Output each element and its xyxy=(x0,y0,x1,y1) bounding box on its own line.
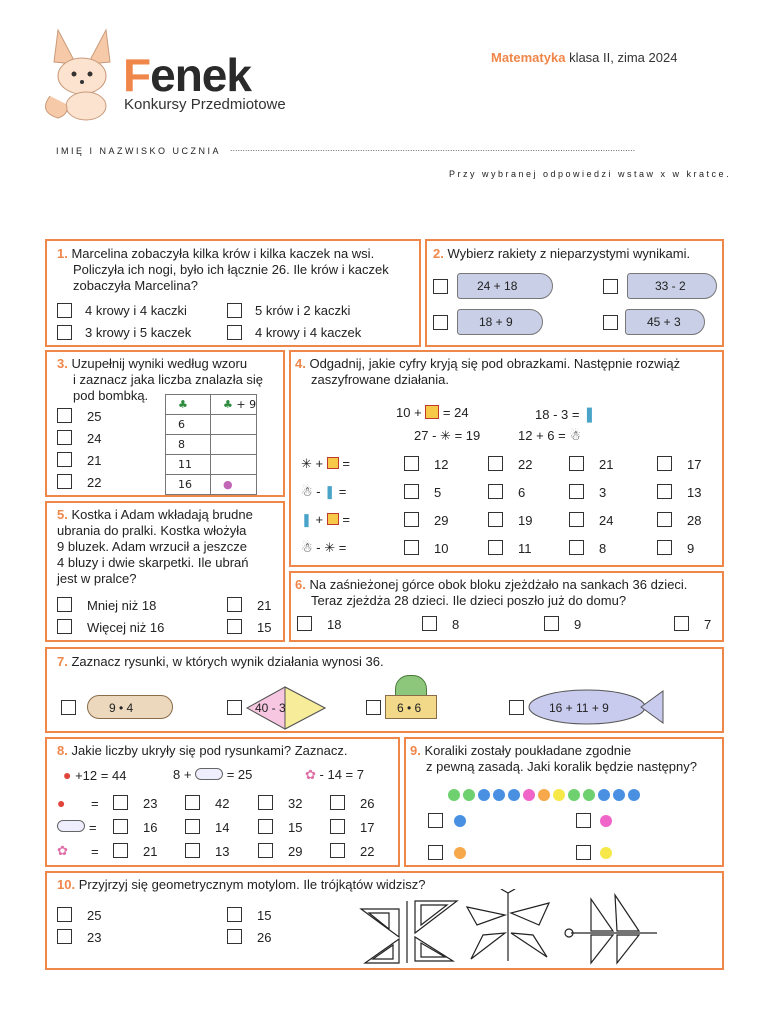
q5-checkbox-1[interactable] xyxy=(57,597,72,612)
q6-option-1: 18 xyxy=(327,617,342,632)
bead xyxy=(478,789,490,801)
q5-checkbox-4[interactable] xyxy=(227,619,242,634)
q8-row3-eq: = xyxy=(91,844,99,859)
tree-icon: ♣ xyxy=(166,395,211,415)
name-field[interactable]: .................................................................................................................................................................. xyxy=(230,143,636,153)
bead xyxy=(523,789,535,801)
question-1 xyxy=(45,239,421,347)
bead xyxy=(598,789,610,801)
q10-checkbox-2[interactable] xyxy=(227,907,242,922)
bead xyxy=(553,789,565,801)
q6-option-4: 7 xyxy=(704,617,712,632)
q8-eq1: +12 = 44 xyxy=(75,768,127,783)
q8-r3-option-1: 21 xyxy=(143,844,158,859)
bead xyxy=(568,789,580,801)
snowflake-icon: ✳ xyxy=(324,540,336,555)
q8-r3-option-3: 29 xyxy=(288,844,303,859)
q5-number: 5. xyxy=(57,507,68,522)
question-10 xyxy=(45,871,724,970)
q3-option-4: 22 xyxy=(87,475,102,490)
q7-option-4: 16 + 11 + 9 xyxy=(549,701,609,715)
q3-table-cell: 11 xyxy=(166,455,211,475)
q7-text: Zaznacz rysunki, w których wynik działania wynosi 36. xyxy=(71,654,384,669)
subject-label: Matematyka xyxy=(491,50,566,65)
q5-checkbox-3[interactable] xyxy=(57,619,72,634)
apple-icon: ● xyxy=(63,767,72,783)
q4-r4-option-2: 11 xyxy=(518,541,532,556)
q5-text-line2: ubrania do pralki. Kostka włożyła xyxy=(57,523,247,538)
q3-answer-cell[interactable] xyxy=(211,455,257,475)
q6-text-line1: Na zaśnieżonej górce obok bloku zjeżdżało na sankach 36 dzieci. xyxy=(309,577,688,592)
q5-option-2: 21 xyxy=(257,598,272,613)
q1-text-line2: Policzyła ich nogi, było ich łącznie 26. Ile krów i kaczek xyxy=(73,262,389,277)
bead xyxy=(493,789,505,801)
q8-r2-checkbox-1[interactable] xyxy=(113,819,128,834)
q3-option-1: 25 xyxy=(87,409,102,424)
q4-r1-option-4: 17 xyxy=(687,457,702,472)
q2-option-1: 24 + 18 xyxy=(477,279,518,293)
q10-option-4: 26 xyxy=(257,930,272,945)
q8-r1-checkbox-3[interactable] xyxy=(258,795,273,810)
q4-eq3-right: = 19 xyxy=(454,428,481,443)
bead xyxy=(583,789,595,801)
q10-checkbox-4[interactable] xyxy=(227,929,242,944)
q6-option-3: 9 xyxy=(574,617,582,632)
snowman-icon: ☃ xyxy=(301,540,313,555)
q9-checkbox-2[interactable] xyxy=(576,813,591,828)
q8-r3-checkbox-3[interactable] xyxy=(258,843,273,858)
brand-subtitle: Konkursy Przedmiotowe xyxy=(124,96,286,113)
q7-checkbox-4[interactable] xyxy=(509,700,524,715)
q9-checkbox-1[interactable] xyxy=(428,813,443,828)
q8-r2-option-3: 15 xyxy=(288,820,303,835)
bead xyxy=(463,789,475,801)
q3-answer-cell[interactable] xyxy=(211,435,257,455)
q1-option-2: 5 krów i 2 kaczki xyxy=(255,303,351,318)
q2-option-4: 45 + 3 xyxy=(647,315,681,329)
q3-option-2: 24 xyxy=(87,431,102,446)
q2-number: 2. xyxy=(433,246,444,261)
q4-r3-option-4: 28 xyxy=(687,513,702,528)
q4-r2-option-1: 5 xyxy=(434,485,442,500)
q1-checkbox-3[interactable] xyxy=(57,325,72,340)
q4-r3-checkbox-3[interactable] xyxy=(569,512,584,527)
q4-r2-checkbox-1[interactable] xyxy=(404,484,419,499)
q1-text-line3: zobaczyła Marcelina? xyxy=(73,278,199,293)
q7-option-3: 6 • 6 xyxy=(397,701,422,715)
class-label: klasa II, zima 2024 xyxy=(569,50,678,65)
apple-icon: ● xyxy=(57,795,66,811)
q3-text-line2: i zaznacz jaka liczba znalazła się xyxy=(73,372,264,387)
q2-text: Wybierz rakiety z nieparzystymi wynikami. xyxy=(447,246,691,261)
q4-r1-checkbox-3[interactable] xyxy=(569,456,584,471)
q9-option-bead-1 xyxy=(454,815,466,827)
q4-r4-option-4: 9 xyxy=(687,541,695,556)
q4-r1-checkbox-4[interactable] xyxy=(657,456,672,471)
q4-r3-option-2: 19 xyxy=(518,513,533,528)
q3-text-line3: pod bombką. xyxy=(73,388,149,403)
q4-r3-checkbox-4[interactable] xyxy=(657,512,672,527)
q8-r3-checkbox-4[interactable] xyxy=(330,843,345,858)
q3-text-line1: Uzupełnij wyniki według wzoru xyxy=(71,356,248,371)
q4-r2-option-3: 3 xyxy=(599,485,607,500)
q3-option-3: 21 xyxy=(87,453,102,468)
q4-row4-eq: = xyxy=(338,540,347,555)
q3-table-cell: 16 xyxy=(166,475,211,495)
snowflake-icon: ✳ xyxy=(440,428,451,443)
bead xyxy=(628,789,640,801)
q8-eq2-left: 8 + xyxy=(173,767,192,782)
q4-eq2-left: 18 - 3 = xyxy=(535,407,580,422)
q4-eq1-left: 10 + xyxy=(396,405,422,420)
q8-r1-checkbox-1[interactable] xyxy=(113,795,128,810)
q4-r3-option-1: 29 xyxy=(434,513,449,528)
q5-text-line4: 4 bluzy i dwie skarpetki. Ile ubrań xyxy=(57,555,249,570)
q2-option-3: 18 + 9 xyxy=(479,315,513,329)
q8-r2-checkbox-4[interactable] xyxy=(330,819,345,834)
q9-checkbox-3[interactable] xyxy=(428,845,443,860)
q9-text-line1: Koraliki zostały poukładane zgodnie xyxy=(424,743,632,758)
q8-r3-checkbox-1[interactable] xyxy=(113,843,128,858)
q2-checkbox-2[interactable] xyxy=(603,279,618,294)
q9-option-bead-4 xyxy=(600,847,612,859)
instruction: Przy wybranej odpowiedzi wstaw x w kratce. xyxy=(449,169,732,179)
q4-text-line1: Odgadnij, jakie cyfry kryją się pod obrazkami. Następnie rozwiąż xyxy=(309,356,681,371)
q8-r2-option-2: 14 xyxy=(215,820,230,835)
q6-checkbox-3[interactable] xyxy=(544,616,559,631)
q1-checkbox-2[interactable] xyxy=(227,303,242,318)
q4-r1-option-2: 22 xyxy=(518,457,533,472)
question-4 xyxy=(289,350,724,567)
q4-r3-checkbox-2[interactable] xyxy=(488,512,503,527)
gift-icon xyxy=(425,405,439,419)
q4-row2-op: - xyxy=(316,484,321,499)
q1-checkbox-4[interactable] xyxy=(227,325,242,340)
q4-eq3-left: 27 - xyxy=(414,428,437,443)
q2-option-2: 33 - 2 xyxy=(655,279,686,293)
question-7 xyxy=(45,647,724,733)
q4-r1-checkbox-1[interactable] xyxy=(404,456,419,471)
q4-eq1-right: = 24 xyxy=(442,405,469,420)
q1-text-line1: Marcelina zobaczyła kilka krów i kilka kaczek na wsi. xyxy=(71,246,375,261)
q5-text-line3: 9 bluzek. Adam wrzucił a jeszcze xyxy=(57,539,248,554)
q3-table xyxy=(165,394,257,495)
triangle-butterfly-1 xyxy=(359,899,459,965)
q6-number: 6. xyxy=(295,577,306,592)
snowman-icon: ☃ xyxy=(301,484,313,499)
bead xyxy=(508,789,520,801)
q7-number: 7. xyxy=(57,654,68,669)
q1-option-1: 4 krowy i 4 kaczki xyxy=(85,303,187,318)
q5-option-4: 15 xyxy=(257,620,272,635)
q3-table-cell: 8 xyxy=(166,435,211,455)
bead-sequence xyxy=(448,789,688,803)
q9-checkbox-4[interactable] xyxy=(576,845,591,860)
q2-checkbox-1[interactable] xyxy=(433,279,448,294)
q1-number: 1. xyxy=(57,246,68,261)
q4-r1-option-3: 21 xyxy=(599,457,614,472)
logo xyxy=(36,26,306,126)
q10-option-2: 15 xyxy=(257,908,272,923)
q4-row1-eq: = xyxy=(342,456,350,471)
q8-eq2-right: = 25 xyxy=(226,767,253,782)
gift-icon xyxy=(327,457,339,469)
gift-icon xyxy=(327,513,339,525)
q5-text-line1: Kostka i Adam wkładają brudne xyxy=(71,507,253,522)
q1-option-3: 3 krowy i 5 kaczek xyxy=(85,325,192,340)
tree-icon: ♣ xyxy=(223,398,233,411)
q2-checkbox-3[interactable] xyxy=(433,315,448,330)
q4-r3-option-3: 24 xyxy=(599,513,614,528)
q10-checkbox-3[interactable] xyxy=(57,929,72,944)
question-6 xyxy=(289,571,724,642)
q7-option-2: 40 - 3 xyxy=(255,701,286,715)
q5-checkbox-2[interactable] xyxy=(227,597,242,612)
q3-number: 3. xyxy=(57,356,68,371)
q8-r1-checkbox-4[interactable] xyxy=(330,795,345,810)
q9-number: 9. xyxy=(410,743,421,758)
q4-r4-option-3: 8 xyxy=(599,541,607,556)
flower-icon: ✿ xyxy=(57,843,68,858)
question-3 xyxy=(45,350,285,497)
q8-r2-checkbox-3[interactable] xyxy=(258,819,273,834)
q6-checkbox-4[interactable] xyxy=(674,616,689,631)
q4-r4-option-1: 10 xyxy=(434,541,449,556)
q4-text-line2: zaszyfrowane działania. xyxy=(311,372,450,387)
q10-checkbox-1[interactable] xyxy=(57,907,72,922)
q8-r3-option-2: 13 xyxy=(215,844,230,859)
q3-table-header xyxy=(211,395,257,415)
q4-r4-checkbox-3[interactable] xyxy=(569,540,584,555)
q4-r4-checkbox-4[interactable] xyxy=(657,540,672,555)
q8-r1-option-2: 42 xyxy=(215,796,230,811)
q4-row4-op: - xyxy=(316,540,321,555)
sock-icon: ❚ xyxy=(583,406,596,423)
q8-text: Jakie liczby ukryły się pod rysunkami? Zaznacz. xyxy=(71,743,348,758)
q3-checkbox-2[interactable] xyxy=(57,430,72,445)
q4-r4-checkbox-1[interactable] xyxy=(404,540,419,555)
q6-checkbox-2[interactable] xyxy=(422,616,437,631)
bead xyxy=(538,789,550,801)
q4-eq4-left: 12 + 6 = xyxy=(518,428,566,443)
q3-checkbox-1[interactable] xyxy=(57,408,72,423)
q4-r3-checkbox-1[interactable] xyxy=(404,512,419,527)
q8-row2-eq: = xyxy=(89,820,97,835)
q8-r3-option-4: 22 xyxy=(360,844,375,859)
triangle-butterfly-3 xyxy=(561,893,667,965)
cloud-icon xyxy=(195,768,223,780)
q7-option-1: 9 • 4 xyxy=(109,701,134,715)
q4-row3-eq: = xyxy=(342,512,350,527)
sock-icon: ❚ xyxy=(301,512,312,527)
q5-option-1: Mniej niż 18 xyxy=(87,598,157,613)
q9-option-bead-2 xyxy=(600,815,612,827)
q2-checkbox-4[interactable] xyxy=(603,315,618,330)
q1-checkbox-1[interactable] xyxy=(57,303,72,318)
question-2 xyxy=(425,239,724,347)
sock-icon: ❚ xyxy=(324,484,336,499)
q8-r1-option-4: 26 xyxy=(360,796,375,811)
q4-r1-option-1: 12 xyxy=(434,457,449,472)
fox-icon xyxy=(36,26,128,122)
q8-number: 8. xyxy=(57,743,68,758)
q8-r1-checkbox-2[interactable] xyxy=(185,795,200,810)
q8-r1-option-3: 32 xyxy=(288,796,303,811)
q10-option-1: 25 xyxy=(87,908,102,923)
q6-checkbox-1[interactable] xyxy=(297,616,312,631)
brand-rest: enek xyxy=(150,49,251,101)
q1-option-4: 4 krowy i 4 kaczek xyxy=(255,325,362,340)
q5-option-3: Więcej niż 16 xyxy=(87,620,165,635)
q4-r2-checkbox-2[interactable] xyxy=(488,484,503,499)
q4-r2-checkbox-4[interactable] xyxy=(657,484,672,499)
bead xyxy=(613,789,625,801)
q3-table-cell: 6 xyxy=(166,415,211,435)
q3-checkbox-3[interactable] xyxy=(57,452,72,467)
q4-r2-checkbox-3[interactable] xyxy=(569,484,584,499)
bauble-icon: ● xyxy=(211,475,257,495)
q6-text-line2: Teraz zjeżdża 28 dzieci. Ile dzieci poszło już do domu? xyxy=(311,593,627,608)
q7-checkbox-3[interactable] xyxy=(366,700,381,715)
flower-icon: ✿ xyxy=(305,767,316,782)
q8-r1-option-1: 23 xyxy=(143,796,158,811)
q10-option-3: 23 xyxy=(87,930,102,945)
q3-checkbox-4[interactable] xyxy=(57,474,72,489)
snowman-icon: ☃ xyxy=(569,428,581,443)
question-5 xyxy=(45,501,285,642)
bead xyxy=(448,789,460,801)
q8-eq3: - 14 = 7 xyxy=(319,767,364,782)
q4-r2-option-2: 6 xyxy=(518,485,526,500)
q4-r1-checkbox-2[interactable] xyxy=(488,456,503,471)
triangle-butterfly-2 xyxy=(463,889,553,965)
q4-row3-op: + xyxy=(315,512,324,527)
q8-r2-option-4: 17 xyxy=(360,820,375,835)
q8-r2-checkbox-2[interactable] xyxy=(185,819,200,834)
q4-r4-checkbox-2[interactable] xyxy=(488,540,503,555)
q7-checkbox-2[interactable] xyxy=(227,700,242,715)
q6-option-2: 8 xyxy=(452,617,460,632)
q4-row2-eq: = xyxy=(338,484,347,499)
q5-text-line5: jest w pralce? xyxy=(57,571,137,586)
q3-answer-cell[interactable] xyxy=(211,415,257,435)
q10-text: Przyjrzyj się geometrycznym motylom. Ile trójkątów widzisz? xyxy=(78,877,426,892)
q3-header-plus: + 9 xyxy=(236,398,257,411)
name-label: IMIĘ I NAZWISKO UCZNIA xyxy=(56,146,222,156)
q9-text-line2: z pewną zasadą. Jaki koralik będzie następny? xyxy=(426,759,697,774)
q8-row1-eq: = xyxy=(91,796,99,811)
q10-number: 10. xyxy=(57,877,76,892)
q4-r2-option-4: 13 xyxy=(687,485,702,500)
q8-r3-checkbox-2[interactable] xyxy=(185,843,200,858)
question-8 xyxy=(45,737,400,867)
q8-r2-option-1: 16 xyxy=(143,820,158,835)
question-9 xyxy=(404,737,724,867)
q7-checkbox-1[interactable] xyxy=(61,700,76,715)
cloud-icon xyxy=(57,820,85,832)
q4-number: 4. xyxy=(295,356,306,371)
q9-option-bead-3 xyxy=(454,847,466,859)
snowflake-icon: ✳ xyxy=(301,456,312,471)
q4-row1-op: + xyxy=(315,456,324,471)
cactus-icon xyxy=(395,675,427,697)
brand-first-letter: F xyxy=(123,49,151,101)
